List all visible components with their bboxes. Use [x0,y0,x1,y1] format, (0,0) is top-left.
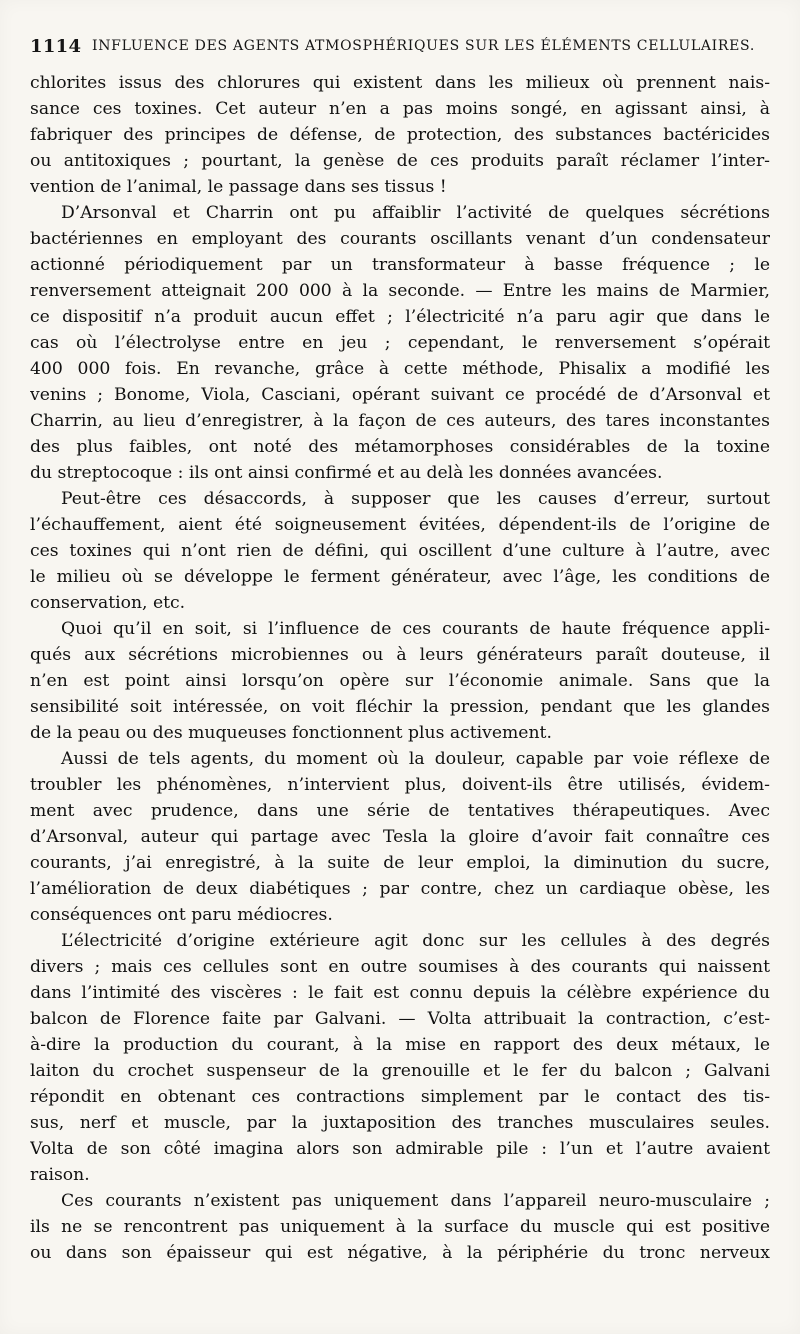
text-line: ou antitoxiques ; pourtant, la genèse de ces produits paraît réclamer l’inter- [30,151,770,171]
text-line: conséquences ont paru médiocres. [30,905,333,925]
text-line: bactériennes en employant des courants oscillants venant d’un condensateur [30,229,770,249]
text-line: de la peau ou des muqueuses fonctionnent plus activement. [30,723,552,743]
text-line: conservation, etc. [30,593,186,613]
text-line: Ces courants n’existent pas uniquement dans l’appareil neuro-musculaire ; [61,1191,770,1211]
text-line: Quoi qu’il en soit, si l’influence de ces courants de haute fréquence appli- [61,619,770,639]
text-line: ou dans son épaisseur qui est négative, à la périphérie du tronc nerveux [30,1243,770,1263]
text-line: du streptocoque : ils ont ainsi confirmé et au delà les données avancées. [30,463,663,483]
text-line: qués aux sécrétions microbiennes ou à leurs générateurs paraît douteuse, il [30,645,770,665]
text-line: fabriquer des principes de défense, de protection, des substances bactéricides [30,125,770,145]
text-line: D’Arsonval et Charrin ont pu affaiblir l’activité de quelques sécrétions [61,203,770,223]
text-line: ces toxines qui n’ont rien de défini, qui oscillent d’une culture à l’autre, avec [30,541,770,561]
text-line: ment avec prudence, dans une série de tentatives thérapeutiques. Avec [30,801,770,821]
text-line: sensibilité soit intéressée, on voit fléchir la pression, pendant que les glandes [30,697,770,717]
running-title: INFLUENCE DES AGENTS ATMOSPHÉRIQUES SUR LES ÉLÉMENTS CELLULAIRES. [92,38,756,54]
text-line: sance ces toxines. Cet auteur n’en a pas moins songé, en agissant ainsi, à [30,99,770,119]
text-line: actionné périodiquement par un transformateur à basse fréquence ; le [30,255,770,275]
text-line: n’en est point ainsi lorsqu’on opère sur l’économie animale. Sans que la [30,671,770,691]
paragraph-2 [30,200,770,486]
text-line: troubler les phénomènes, n’intervient plus, doivent-ils être utilisés, évidem- [30,775,770,795]
paragraph-1 [30,70,770,200]
text-line: à-dire la production du courant, à la mise en rapport des deux métaux, le [30,1035,770,1055]
text-line: 400 000 fois. En revanche, grâce à cette méthode, Phisalix a modifié les [30,359,770,379]
text-line: l’échauffement, aient été soigneusement évitées, dépendent-ils de l’origine de [30,515,770,535]
text-line: vention de l’animal, le passage dans ses tissus ! [30,177,447,197]
text-line: raison. [30,1165,90,1185]
text-line: des plus faibles, ont noté des métamorphoses considérables de la toxine [30,437,770,457]
text-line: d’Arsonval, auteur qui partage avec Tesla la gloire d’avoir fait connaître ces [30,827,770,847]
paragraph-3 [30,486,770,616]
text-line: Charrin, au lieu d’enregistrer, à la façon de ces auteurs, des tares inconstantes [30,411,770,431]
paragraph-4 [30,616,770,746]
text-line: sus, nerf et muscle, par la juxtaposition des tranches musculaires seules. [30,1113,770,1133]
text-line: laiton du crochet suspenseur de la grenouille et le fer du balcon ; Galvani [30,1061,770,1081]
text-line: l’amélioration de deux diabétiques ; par contre, chez un cardiaque obèse, les [30,879,770,899]
text-line: Peut-être ces désaccords, à supposer que les causes d’erreur, surtout [61,489,770,509]
page-number: 1114 [30,36,82,57]
text-line: ce dispositif n’a produit aucun effet ; l’électricité n’a paru agir que dans le [30,307,770,327]
text-line: balcon de Florence faite par Galvani. — Volta attribuait la contraction, c’est- [30,1009,770,1029]
text-line: courants, j’ai enregistré, à la suite de leur emploi, la diminution du sucre, [30,853,770,873]
text-line: Aussi de tels agents, du moment où la douleur, capable par voie réflexe de [61,749,770,769]
text-line: Volta de son côté imagina alors son admirable pile : l’un et l’autre avaient [30,1139,770,1159]
text-line: L’électricité d’origine extérieure agit donc sur les cellules à des degrés [61,931,770,951]
text-line: dans l’intimité des viscères : le fait est connu depuis la célèbre expérience du [30,983,770,1003]
paragraph-5 [30,746,770,928]
text-line: le milieu où se développe le ferment générateur, avec l’âge, les conditions de [30,567,770,587]
paragraph-6 [30,928,770,1188]
text-line: cas où l’électrolyse entre en jeu ; cependant, le renversement s’opérait [30,333,770,353]
text-line: renversement atteignait 200 000 à la seconde. — Entre les mains de Marmier, [30,281,770,301]
body-text [30,70,770,1266]
page-header [30,36,770,60]
text-line: divers ; mais ces cellules sont en outre soumises à des courants qui naissent [30,957,770,977]
paragraph-7 [30,1188,770,1266]
text-line: répondit en obtenant ces contractions simplement par le contact des tis- [30,1087,770,1107]
text-line: chlorites issus des chlorures qui existent dans les milieux où prennent nais- [30,73,770,93]
text-line: ils ne se rencontrent pas uniquement à la surface du muscle qui est positive [30,1217,770,1237]
text-line: venins ; Bonome, Viola, Casciani, opérant suivant ce procédé de d’Arsonval et [30,385,770,405]
